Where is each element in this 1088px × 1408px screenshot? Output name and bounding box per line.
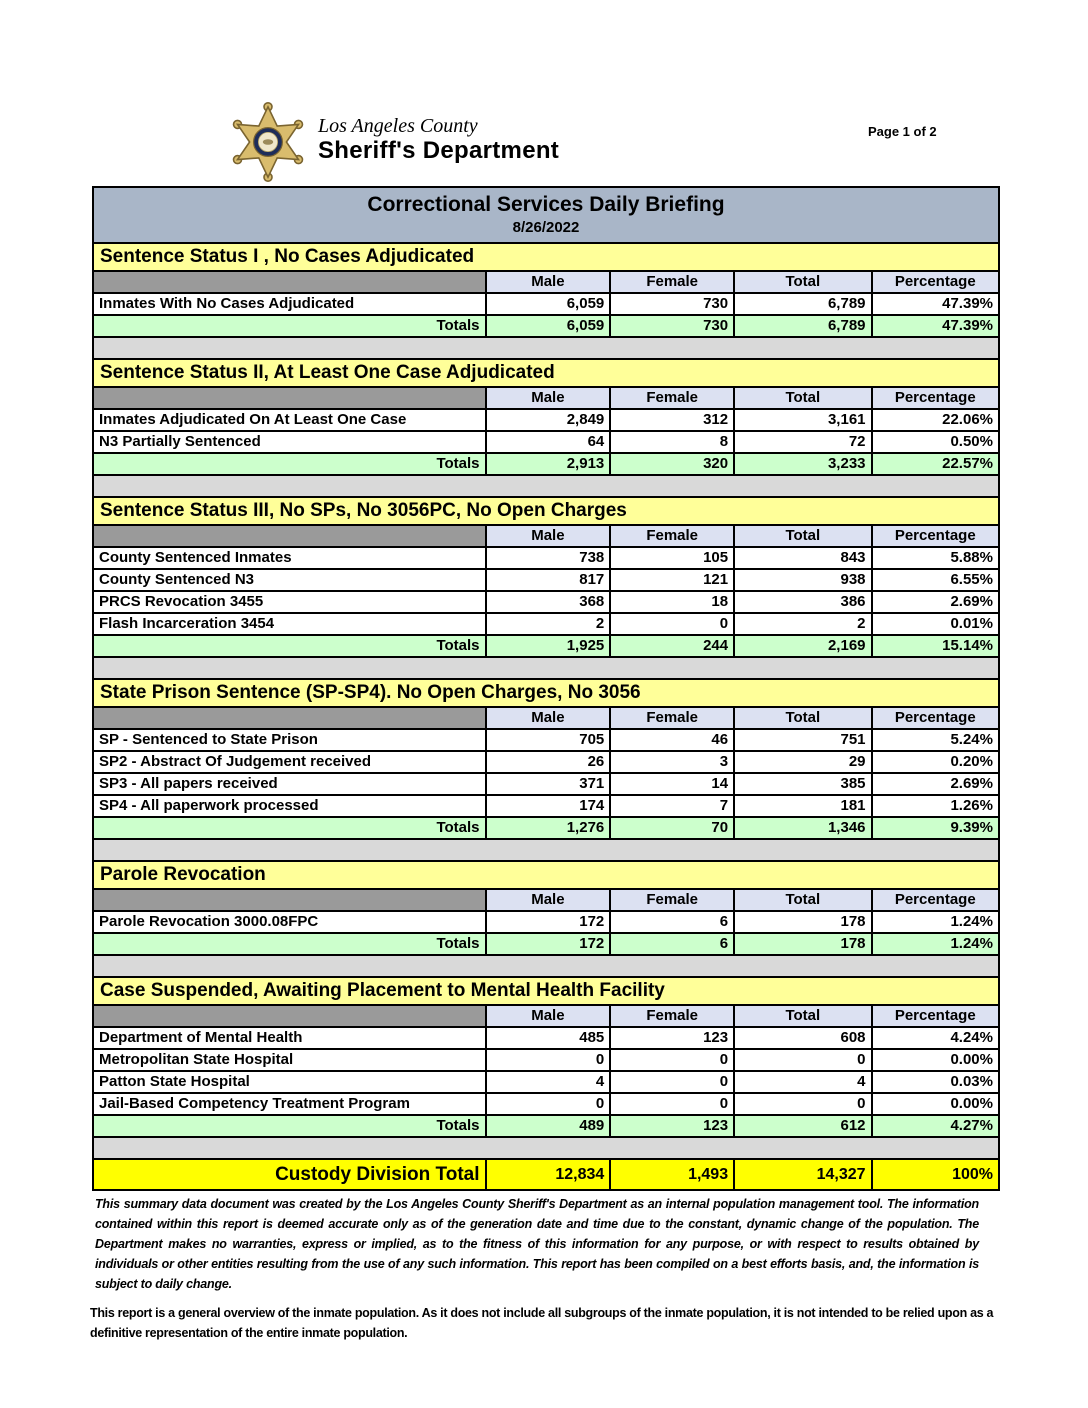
totals-label: Totals	[436, 637, 480, 654]
total-value: 843	[733, 548, 870, 568]
totals-total: 6,789	[733, 316, 870, 336]
row-label: Jail-Based Competency Treatment Program	[99, 1095, 410, 1112]
table-row	[94, 548, 998, 570]
totals-label: Totals	[436, 1117, 480, 1134]
row-label: N3 Partially Sentenced	[99, 433, 261, 450]
column-header-total: Total	[733, 388, 870, 408]
totals-row	[94, 934, 998, 956]
table-row	[94, 410, 998, 432]
totals-percentage: 22.57%	[871, 454, 998, 474]
percentage-value: 4.24%	[871, 1028, 998, 1048]
totals-total: 2,169	[733, 636, 870, 656]
male-value: 2,849	[485, 410, 610, 430]
male-value: 2	[485, 614, 610, 634]
column-header-percentage: Percentage	[871, 890, 998, 910]
total-value: 938	[733, 570, 870, 590]
percentage-value: 47.39%	[871, 294, 998, 314]
section-title: Sentence Status II, At Least One Case Adjudicated	[94, 360, 998, 388]
column-header-percentage: Percentage	[871, 272, 998, 292]
row-label: Parole Revocation 3000.08FPC	[99, 913, 319, 930]
column-header-row	[94, 388, 998, 410]
column-header-total: Total	[733, 272, 870, 292]
female-value: 18	[609, 592, 733, 612]
row-label: County Sentenced Inmates	[99, 549, 292, 566]
totals-percentage: 15.14%	[871, 636, 998, 656]
section-4	[94, 680, 998, 840]
row-label: Patton State Hospital	[99, 1073, 250, 1090]
percentage-value: 2.69%	[871, 774, 998, 794]
logo-county-name: Los Angeles County	[318, 115, 478, 137]
row-label: PRCS Revocation 3455	[99, 593, 264, 610]
report-title-bar	[94, 188, 998, 244]
table-row	[94, 1050, 998, 1072]
row-label: Flash Incarceration 3454	[99, 615, 275, 632]
section-title: Sentence Status III, No SPs, No 3056PC, No Open Charges	[94, 498, 998, 526]
row-label: SP3 - All papers received	[99, 775, 278, 792]
table-row	[94, 592, 998, 614]
column-header-percentage: Percentage	[871, 1006, 998, 1026]
table-row	[94, 912, 998, 934]
totals-label: Totals	[436, 935, 480, 952]
total-value: 181	[733, 796, 870, 816]
totals-male: 6,059	[485, 316, 610, 336]
percentage-value: 5.24%	[871, 730, 998, 750]
totals-label: Totals	[436, 819, 480, 836]
table-row	[94, 1072, 998, 1094]
percentage-value: 0.20%	[871, 752, 998, 772]
custody-division-total-label: Custody Division Total	[275, 1164, 480, 1185]
section-3	[94, 498, 998, 658]
section-spacer	[94, 840, 998, 862]
totals-total: 1,346	[733, 818, 870, 838]
total-value: 72	[733, 432, 870, 452]
female-value: 3	[609, 752, 733, 772]
column-header-male: Male	[485, 272, 610, 292]
section-spacer	[94, 338, 998, 360]
totals-percentage: 47.39%	[871, 316, 998, 336]
table-row	[94, 1028, 998, 1050]
male-value: 705	[485, 730, 610, 750]
column-header-row	[94, 526, 998, 548]
row-label: Inmates Adjudicated On At Least One Case	[99, 411, 407, 428]
column-header-male: Male	[485, 890, 610, 910]
totals-female: 6	[609, 934, 733, 954]
section-6	[94, 978, 998, 1138]
female-value: 46	[609, 730, 733, 750]
row-label-header-cell	[94, 388, 485, 408]
totals-male: 172	[485, 934, 610, 954]
percentage-value: 0.00%	[871, 1050, 998, 1070]
column-header-row	[94, 272, 998, 294]
column-header-total: Total	[733, 526, 870, 546]
daily-briefing-report	[92, 186, 1000, 1191]
section-spacer	[94, 1138, 998, 1160]
female-value: 121	[609, 570, 733, 590]
column-header-total: Total	[733, 890, 870, 910]
female-value: 6	[609, 912, 733, 932]
column-header-female: Female	[609, 1006, 733, 1026]
totals-male: 2,913	[485, 454, 610, 474]
male-value: 6,059	[485, 294, 610, 314]
table-row	[94, 774, 998, 796]
totals-percentage: 9.39%	[871, 818, 998, 838]
custody-division-total-percentage: 100%	[871, 1160, 998, 1189]
percentage-value: 0.00%	[871, 1094, 998, 1114]
section-1	[94, 244, 998, 338]
percentage-value: 2.69%	[871, 592, 998, 612]
totals-female: 320	[609, 454, 733, 474]
row-label: Metropolitan State Hospital	[99, 1051, 294, 1068]
female-value: 730	[609, 294, 733, 314]
column-header-male: Male	[485, 388, 610, 408]
male-value: 172	[485, 912, 610, 932]
percentage-value: 22.06%	[871, 410, 998, 430]
percentage-value: 1.26%	[871, 796, 998, 816]
page-number-label: Page 1 of 2	[868, 124, 937, 139]
column-header-total: Total	[733, 1006, 870, 1026]
row-label-header-cell	[94, 708, 485, 728]
total-value: 385	[733, 774, 870, 794]
totals-row	[94, 636, 998, 658]
table-row	[94, 1094, 998, 1116]
row-label: Inmates With No Cases Adjudicated	[99, 295, 355, 312]
total-value: 608	[733, 1028, 870, 1048]
custody-division-total-male: 12,834	[485, 1160, 610, 1189]
logo-department-name: Sheriff's Department	[318, 137, 560, 164]
sheriff-badge-icon	[228, 102, 308, 182]
row-label-header-cell	[94, 890, 485, 910]
row-label: Department of Mental Health	[99, 1029, 303, 1046]
section-5	[94, 862, 998, 956]
female-value: 123	[609, 1028, 733, 1048]
male-value: 64	[485, 432, 610, 452]
row-label-header-cell	[94, 526, 485, 546]
column-header-female: Female	[609, 388, 733, 408]
male-value: 485	[485, 1028, 610, 1048]
column-header-female: Female	[609, 272, 733, 292]
section-title: Case Suspended, Awaiting Placement to Mental Health Facility	[94, 978, 998, 1006]
female-value: 0	[609, 1094, 733, 1114]
total-value: 178	[733, 912, 870, 932]
totals-male: 489	[485, 1116, 610, 1136]
totals-row	[94, 454, 998, 476]
totals-row	[94, 316, 998, 338]
male-value: 368	[485, 592, 610, 612]
row-label: County Sentenced N3	[99, 571, 255, 588]
male-value: 738	[485, 548, 610, 568]
totals-percentage: 4.27%	[871, 1116, 998, 1136]
male-value: 0	[485, 1094, 610, 1114]
column-header-male: Male	[485, 526, 610, 546]
female-value: 0	[609, 614, 733, 634]
disclaimer-text: This summary data document was created by the Los Angeles County Sheriff's Department as an internal population management tool. The information contained within this report is deemed accurate only as of the generation date and time due to the constant, dynamic change of the population. The Department makes no warranties, express or implied, as to the fitness of this information for any purpose, or with respect to results obtained by individuals or other entities resulting from the use of any such information. This report has been compiled on a best efforts basis, and, the information is subject to daily change.	[95, 1197, 979, 1291]
totals-female: 70	[609, 818, 733, 838]
column-header-male: Male	[485, 708, 610, 728]
agency-logo	[228, 102, 559, 182]
column-header-percentage: Percentage	[871, 708, 998, 728]
row-label: SP2 - Abstract Of Judgement received	[99, 753, 372, 770]
section-2	[94, 360, 998, 476]
female-value: 7	[609, 796, 733, 816]
section-spacer	[94, 658, 998, 680]
percentage-value: 5.88%	[871, 548, 998, 568]
row-label-header-cell	[94, 1006, 485, 1026]
female-value: 8	[609, 432, 733, 452]
totals-total: 3,233	[733, 454, 870, 474]
custody-division-total-female: 1,493	[609, 1160, 733, 1189]
male-value: 4	[485, 1072, 610, 1092]
percentage-value: 1.24%	[871, 912, 998, 932]
total-value: 6,789	[733, 294, 870, 314]
section-spacer	[94, 956, 998, 978]
total-value: 386	[733, 592, 870, 612]
totals-row	[94, 1116, 998, 1138]
totals-total: 178	[733, 934, 870, 954]
totals-label: Totals	[436, 455, 480, 472]
totals-male: 1,925	[485, 636, 610, 656]
table-row	[94, 796, 998, 818]
totals-label: Totals	[436, 317, 480, 334]
total-value: 0	[733, 1050, 870, 1070]
total-value: 0	[733, 1094, 870, 1114]
female-value: 14	[609, 774, 733, 794]
table-row	[94, 570, 998, 592]
report-title: Correctional Services Daily Briefing	[367, 193, 725, 216]
total-value: 751	[733, 730, 870, 750]
row-label-header-cell	[94, 272, 485, 292]
table-row	[94, 432, 998, 454]
section-spacer	[94, 476, 998, 498]
total-value: 2	[733, 614, 870, 634]
male-value: 174	[485, 796, 610, 816]
column-header-row	[94, 1006, 998, 1028]
section-title: State Prison Sentence (SP-SP4). No Open Charges, No 3056	[94, 680, 998, 708]
percentage-value: 6.55%	[871, 570, 998, 590]
custody-division-total-total: 14,327	[733, 1160, 870, 1189]
report-sections	[94, 244, 998, 1160]
report-date: 8/26/2022	[512, 219, 580, 236]
table-row	[94, 294, 998, 316]
column-header-percentage: Percentage	[871, 526, 998, 546]
column-header-total: Total	[733, 708, 870, 728]
row-label: SP - Sentenced to State Prison	[99, 731, 318, 748]
column-header-row	[94, 890, 998, 912]
male-value: 371	[485, 774, 610, 794]
female-value: 0	[609, 1072, 733, 1092]
overview-note-text: This report is a general overview of the inmate population. As it does not include all subgroups of the inmate population, it is not intended to be relied upon as a definitive representation of the entire inmate population.	[90, 1306, 994, 1340]
male-value: 817	[485, 570, 610, 590]
male-value: 26	[485, 752, 610, 772]
totals-female: 244	[609, 636, 733, 656]
percentage-value: 0.03%	[871, 1072, 998, 1092]
female-value: 0	[609, 1050, 733, 1070]
totals-row	[94, 818, 998, 840]
percentage-value: 0.50%	[871, 432, 998, 452]
female-value: 105	[609, 548, 733, 568]
section-title: Parole Revocation	[94, 862, 998, 890]
totals-female: 123	[609, 1116, 733, 1136]
column-header-row	[94, 708, 998, 730]
table-row	[94, 752, 998, 774]
totals-male: 1,276	[485, 818, 610, 838]
section-title: Sentence Status I , No Cases Adjudicated	[94, 244, 998, 272]
total-value: 29	[733, 752, 870, 772]
percentage-value: 0.01%	[871, 614, 998, 634]
totals-total: 612	[733, 1116, 870, 1136]
column-header-female: Female	[609, 708, 733, 728]
total-value: 4	[733, 1072, 870, 1092]
table-row	[94, 730, 998, 752]
column-header-percentage: Percentage	[871, 388, 998, 408]
total-value: 3,161	[733, 410, 870, 430]
male-value: 0	[485, 1050, 610, 1070]
totals-percentage: 1.24%	[871, 934, 998, 954]
logo-text	[318, 102, 559, 163]
table-row	[94, 614, 998, 636]
female-value: 312	[609, 410, 733, 430]
column-header-female: Female	[609, 526, 733, 546]
totals-female: 730	[609, 316, 733, 336]
custody-division-total-row	[94, 1160, 998, 1189]
row-label: SP4 - All paperwork processed	[99, 797, 319, 814]
column-header-female: Female	[609, 890, 733, 910]
column-header-male: Male	[485, 1006, 610, 1026]
